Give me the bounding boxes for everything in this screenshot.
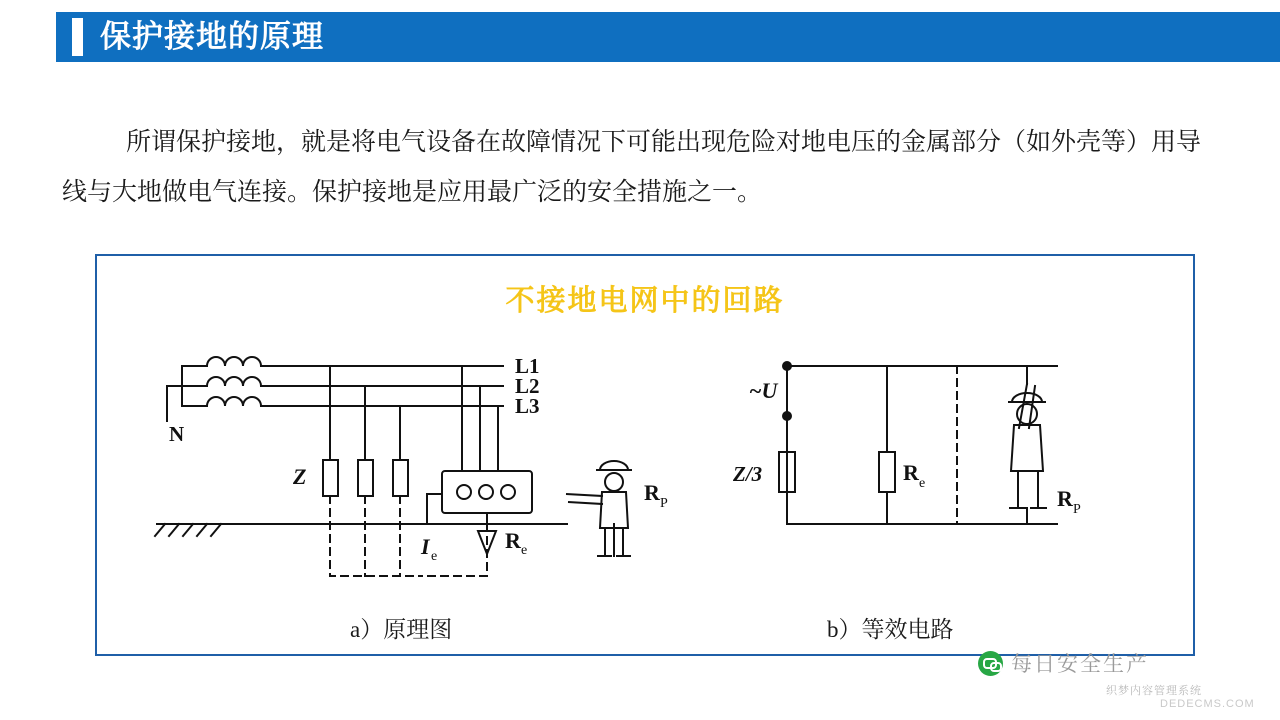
watermark-text: 每日安全生产 bbox=[1011, 652, 1149, 676]
label-source: ~U bbox=[749, 378, 778, 403]
label-Rp-eq: R bbox=[1057, 486, 1073, 511]
label-Rp: R bbox=[644, 480, 660, 505]
label-N: N bbox=[169, 422, 185, 446]
watermark-sub-line2: DEDECMS.COM bbox=[1160, 698, 1255, 710]
label-Z: Z bbox=[293, 464, 307, 489]
label-Re: R bbox=[505, 528, 521, 553]
figure-title: 不接地电网中的回路 bbox=[505, 285, 785, 317]
body-paragraph: 所谓保护接地，就是将电气设备在故障情况下可能出现危险对地电压的金属部分（如外壳等）用导线与大地做电气连接。保护接地是应用最广泛的安全措施之一。 bbox=[62, 129, 1202, 206]
label-Rp-eq-sub: P bbox=[1073, 502, 1081, 517]
label-L1: L1 bbox=[515, 354, 540, 378]
wechat-icon bbox=[978, 651, 1003, 676]
label-L2: L2 bbox=[515, 374, 540, 398]
label-Ie-sub: e bbox=[431, 549, 438, 564]
header-accent-mark bbox=[72, 18, 83, 56]
label-Re-eq-sub: e bbox=[919, 476, 926, 491]
figure-caption-b: b）等效电路 bbox=[827, 617, 954, 642]
watermark bbox=[978, 648, 1149, 678]
watermark-sub-line1: 织梦内容管理系统 bbox=[1106, 685, 1202, 697]
figure-container bbox=[95, 254, 1195, 656]
header-left-white-block bbox=[0, 12, 56, 62]
label-Re-sub: e bbox=[521, 543, 528, 558]
page-header bbox=[0, 12, 1280, 62]
label-Rp-sub: P bbox=[660, 496, 668, 511]
page-title: 保护接地的原理 bbox=[100, 19, 324, 54]
label-Re-eq: R bbox=[903, 460, 919, 485]
circuit-diagram bbox=[97, 256, 1193, 654]
figure-caption-a: a）原理图 bbox=[350, 617, 453, 642]
label-Z3: Z/3 bbox=[733, 462, 763, 486]
label-L3: L3 bbox=[515, 394, 540, 418]
label-Ie: I bbox=[421, 534, 430, 559]
